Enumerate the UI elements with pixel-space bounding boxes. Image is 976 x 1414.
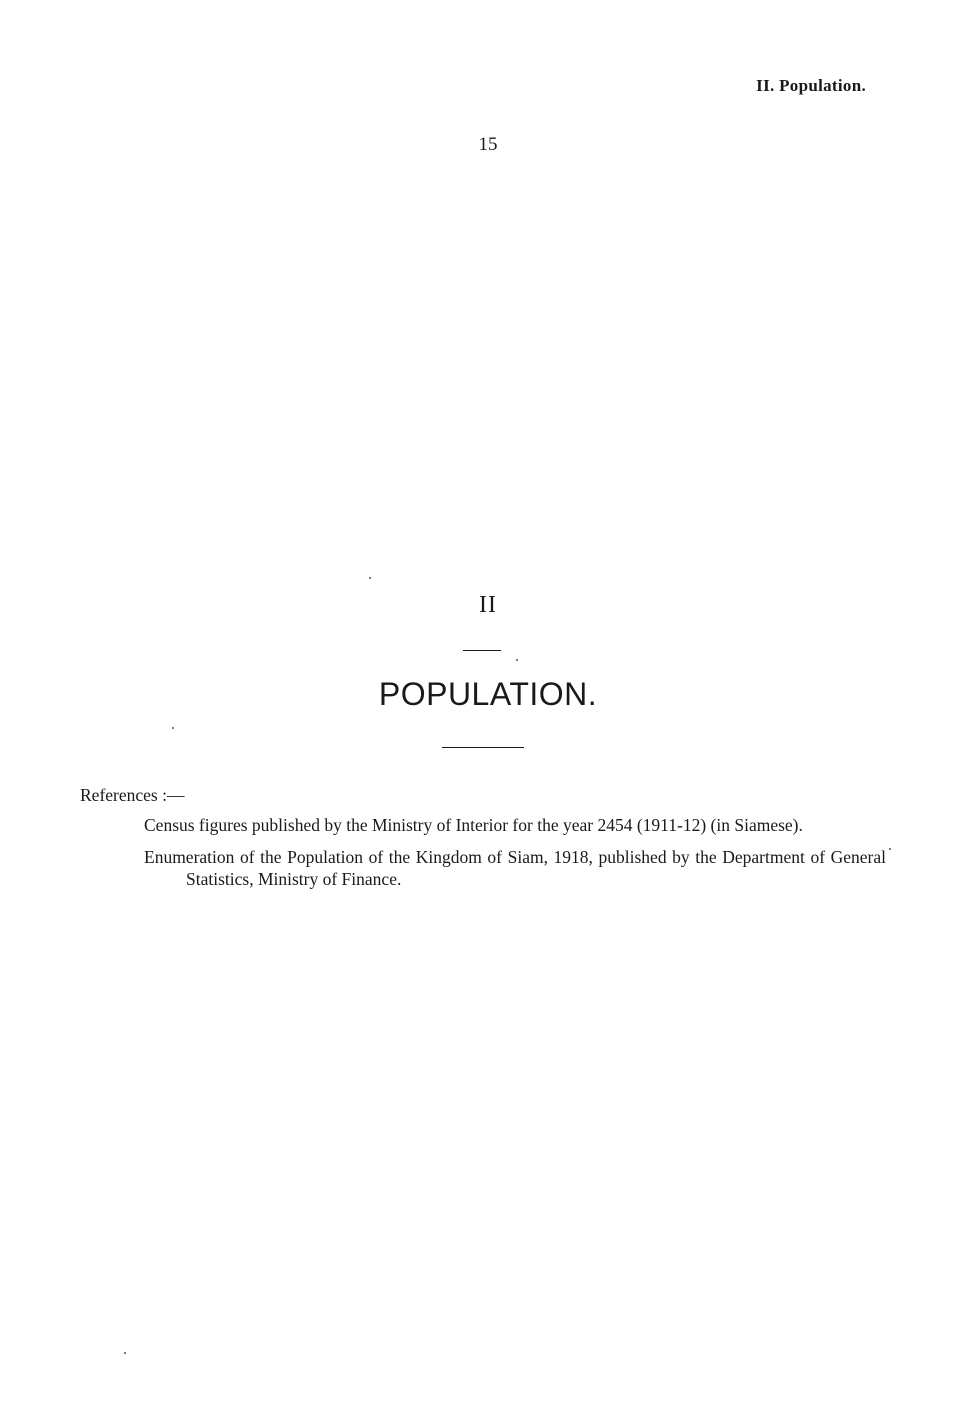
reference-item: Census figures published by the Ministry of Interior for the year 2454 (1911-12) (in Siamese).: [144, 815, 803, 835]
scan-speck: [889, 848, 891, 850]
scan-speck: [172, 727, 174, 729]
chapter-title: POPULATION.: [378, 676, 598, 712]
scan-speck: [124, 1352, 126, 1354]
references-heading: References :—: [80, 785, 185, 805]
scan-speck: [516, 659, 518, 661]
references-list: [80, 814, 886, 890]
references-section: [80, 784, 886, 900]
chapter-numeral: II: [479, 592, 497, 618]
running-head: II. Population.: [756, 76, 866, 95]
divider-short: [463, 650, 501, 651]
divider-long: [442, 747, 524, 748]
scan-speck: [369, 577, 371, 579]
reference-item: Enumeration of the Population of the Kingdom of Siam, 1918, published by the Department of General Statistics, Ministry of Finance.: [144, 847, 886, 889]
page-number: 15: [478, 134, 498, 155]
